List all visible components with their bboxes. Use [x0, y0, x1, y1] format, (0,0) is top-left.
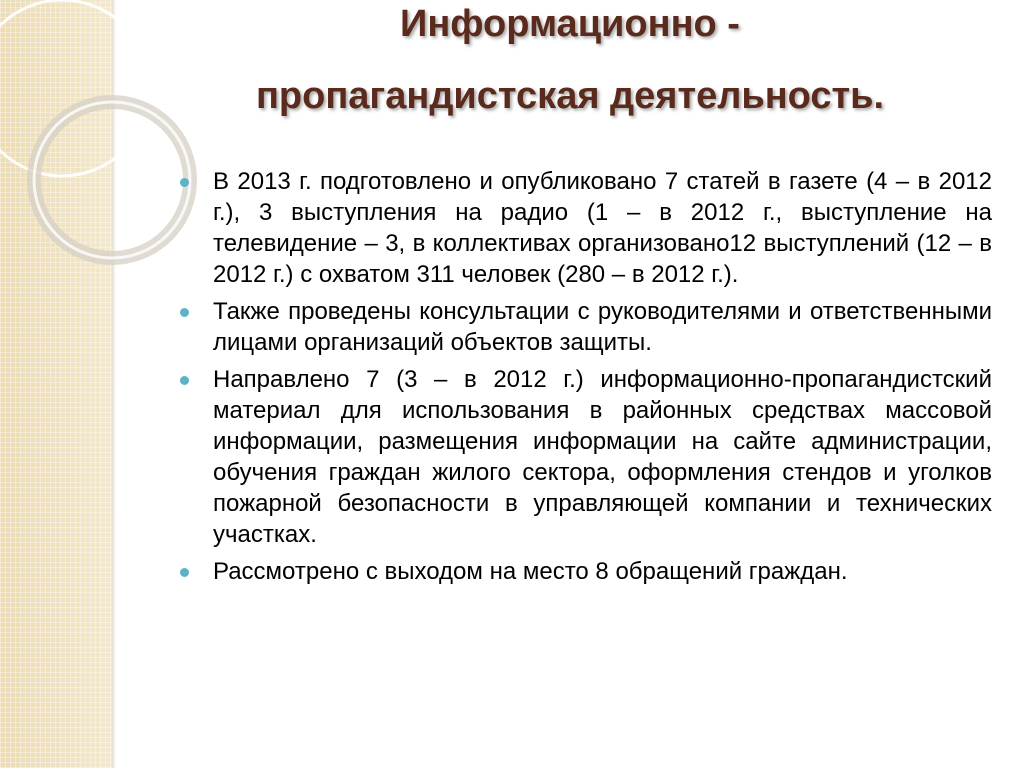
decorative-side-strip	[0, 0, 112, 768]
bullet-dot-icon	[180, 308, 189, 317]
bullet-dot-icon	[180, 568, 189, 577]
bullet-item-3	[178, 364, 992, 550]
bullet-dot-icon	[180, 376, 189, 385]
slide-title-line-2: пропагандистская деятельность.	[255, 75, 885, 117]
bullet-item-4	[178, 556, 992, 587]
bullet-text-3: Направлено 7 (3 – в 2012 г.) информационно-пропагандистский материал для использования в районных средствах массовой информации, размещения информации на сайте администрации, обучения граждан жилого сектора, оформления стендов и уголков пожарной безопасности в управляющей компании и технических участках.	[213, 366, 992, 548]
bullet-list	[178, 166, 992, 593]
bullet-dot-icon	[180, 178, 189, 187]
bullet-item-1	[178, 166, 992, 290]
slide-title	[130, 0, 1010, 130]
bullet-text-1: В 2013 г. подготовлено и опубликовано 7 статей в газете (4 – в 2012 г.), 3 выступления на радио (1 – в 2012 г., выступление на телевидение – 3, в коллективах организовано12 выступлений (12 – в 2012 г.) с охватом 311 человек (280 – в 2012 г.).	[213, 168, 992, 288]
slide-title-line-1: Информационно -	[400, 3, 740, 45]
bullet-text-4: Рассмотрено с выходом на место 8 обращений граждан.	[213, 558, 848, 585]
bullet-text-2: Также проведены консультации с руководителями и ответственными лицами организаций объектов защиты.	[213, 298, 992, 356]
bullet-item-2	[178, 296, 992, 358]
side-strip-shadow	[112, 0, 116, 768]
